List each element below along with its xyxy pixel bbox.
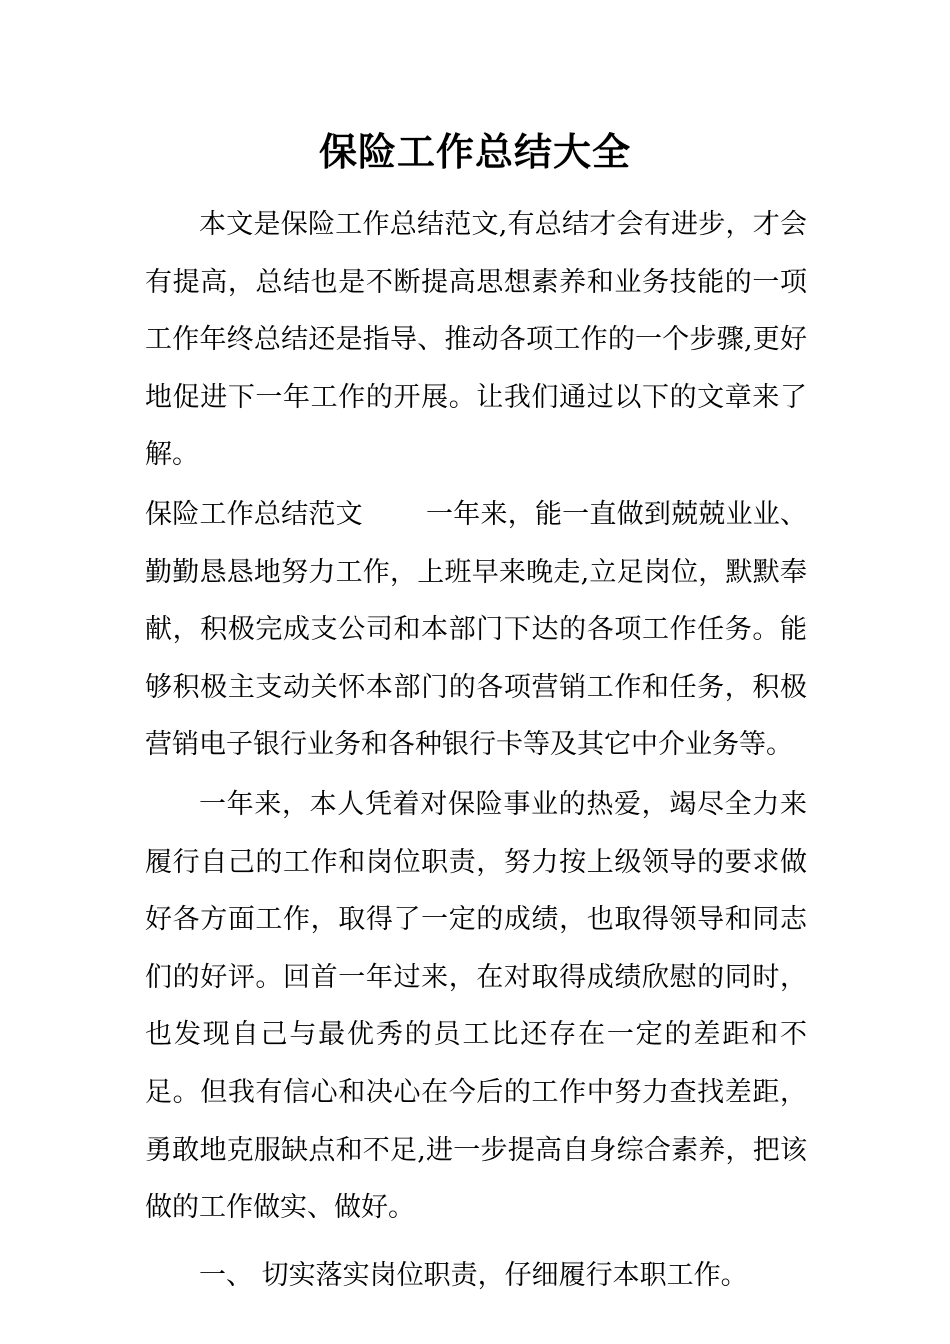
intro-paragraph: 本文是保险工作总结范文,有总结才会有进步，才会有提高，总结也是不断提高思想素养和业务技能的一项工作年终总结还是指导、推动各项工作的一个步骤,更好地促进下一年工作的开展。让我们通过以下的文章来了解。: [145, 209, 807, 471]
paragraph-spacer: [145, 1237, 807, 1247]
document-title: 保险工作总结大全: [318, 129, 631, 174]
section-heading-one: 一、 切实落实岗位职责，仔细履行本职工作。: [199, 1259, 748, 1291]
self-review-paragraph: 一年来，本人凭着对保险事业的热爱，竭尽全力来履行自己的工作和岗位职责，努力按上级领导的要求做好各方面工作，取得了一定的成绩，也取得领导和同志们的好评。回首一年过来，在对取得成绩欣慰的同时，也发现自己与最优秀的员工比还存在一定的差距和不足。但我有信心和决心在今后的工作中努力查找差距，勇敢地克服缺点和不足,进一步提高自身综合素养，把该做的工作做实、做好。: [145, 788, 807, 1224]
summary-paragraph: 保险工作总结范文 一年来，能一直做到兢兢业业、勤勤恳恳地努力工作，上班早来晚走,立足岗位，默默奉献，积极完成支公司和本部门下达的各项工作任务。能够积极主支动关怀本部门的各项营销工作和任务，积极营销电子银行业务和各种银行卡等及其它中介业务等。: [145, 498, 807, 761]
document-body: [145, 196, 807, 1304]
